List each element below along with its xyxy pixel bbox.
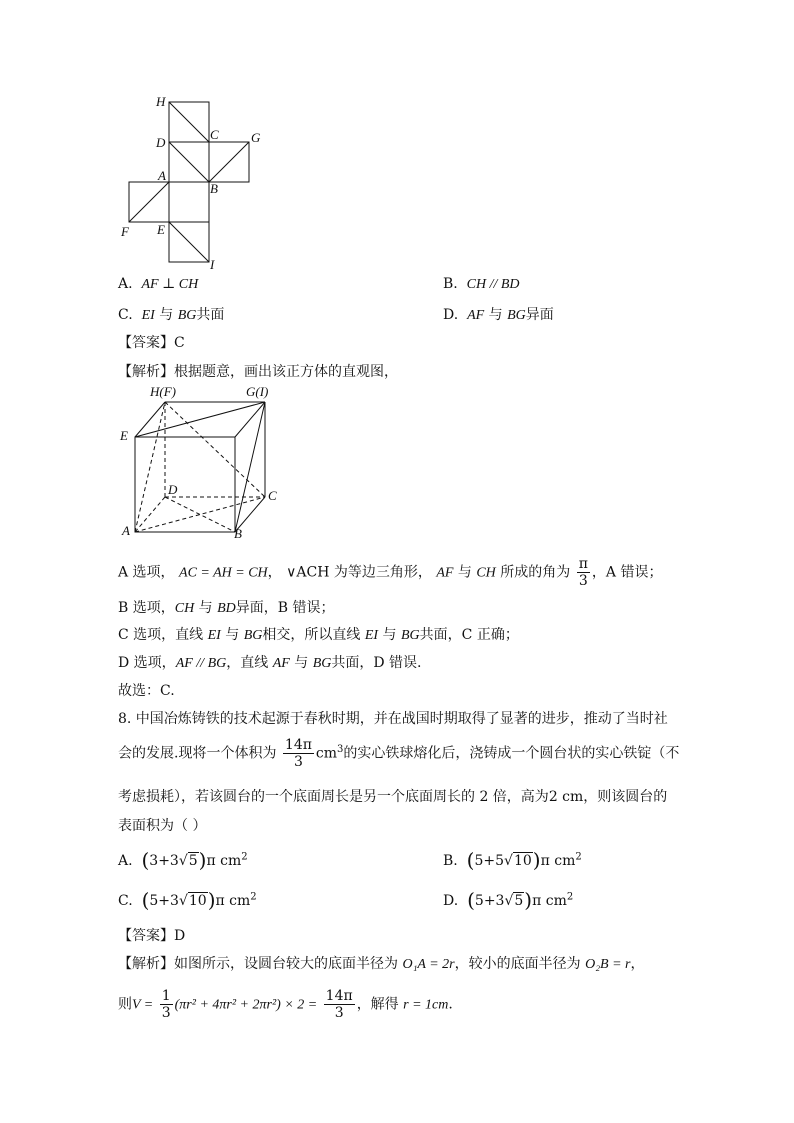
q8-option-a: A. (3+3√5)π $cm^2$	[118, 848, 248, 872]
net-label-G: G	[251, 130, 261, 145]
q7-option-b: B. CH // BD	[443, 276, 520, 292]
q7-option-d: D. AF 与 BG异面	[443, 307, 554, 323]
q7-analysis-a: A 选项， AC = AH = CH， ∨ACH 为等边三角形， AF 与 CH 所成的角为 $\frac{\pi}{3}$ ，A 错误；	[118, 556, 663, 589]
result-fraction: $\frac{14\pi}{3}$	[325, 988, 353, 1021]
q7-conclusion: 故选：C.	[118, 683, 175, 699]
q7-answer: 【答案】C	[118, 335, 185, 351]
q8-analysis-line2: 则V = $\frac{1}{3}$ (πr² + 4πr² + 2πr²) × 2 = $\frac{14\pi}{3}$ ，解得 r = 1cm.	[118, 988, 453, 1021]
net-label-D: D	[156, 135, 166, 150]
q8-stem-line4: 表面积为（ ）	[118, 818, 207, 834]
q7-analysis-b: B 选项，CH 与 BD异面，B 错误；	[118, 600, 335, 616]
q8-option-c: C. (5+3√10)π $cm^2$	[118, 888, 257, 912]
cube-net-figure	[110, 92, 280, 272]
q8-stem-line2: 会的发展.现将一个体积为 $\frac{14\pi}{3}$ $cm^3$的实心铁球熔化后，浇铸成一个圆台状的实心铁锭（不	[118, 737, 680, 770]
net-label-F: F	[121, 224, 129, 239]
cube-label-B: B	[234, 526, 242, 541]
cube-label-C: C	[268, 488, 277, 503]
q8-option-b: B. (5+5√10)π $cm^2$	[443, 848, 582, 872]
cube-label-E: E	[120, 428, 128, 443]
q7-option-c: C. EI 与 BG共面	[118, 307, 225, 323]
net-label-I: I	[210, 257, 215, 272]
angle-fraction: $\frac{\pi}{3}$	[578, 556, 588, 589]
volume-fraction: $\frac{14\pi}{3}$	[284, 737, 312, 770]
q7-analysis-c: C 选项，直线 EI 与 BG相交，所以直线 EI 与 BG共面，C 正确；	[118, 627, 519, 643]
cube-label-A: A	[122, 523, 130, 538]
q8-answer: 【答案】D	[118, 928, 186, 944]
q8-stem-line3: 考虑损耗），若该圆台的一个底面周长是另一个底面周长的 2 倍，高为2 cm，则该圆台的	[118, 789, 668, 805]
cube-perspective-figure	[110, 382, 290, 542]
cube-label-GI: G(I)	[246, 384, 269, 399]
q7-analysis-d: D 选项，AF // BG，直线 AF 与 BG共面，D 错误.	[118, 655, 422, 671]
net-label-E: E	[157, 222, 165, 237]
net-label-A: A	[158, 168, 166, 183]
cube-label-HF: H(F)	[150, 384, 176, 399]
q8-analysis-line1: 【解析】如图所示，设圆台较大的底面半径为 O₁A = 2r，较小的底面半径为 O₂B = r，	[118, 956, 645, 972]
q7-option-a: A. AF ⊥ CH	[118, 276, 199, 292]
one-third-fraction: $\frac{1}{3}$	[161, 988, 171, 1021]
q8-option-d: D. (5+3√5)π $cm^2$	[443, 888, 574, 912]
net-label-B: B	[210, 181, 218, 196]
net-label-H: H	[156, 94, 166, 109]
q8-stem-line1: 8. 中国冶炼铸铁的技术起源于春秋时期，并在战国时期取得了显著的进步，推动了当时社	[118, 711, 668, 727]
net-label-C: C	[210, 127, 219, 142]
cube-label-D: D	[168, 482, 178, 497]
q7-analysis-intro: 【解析】根据题意，画出该正方体的直观图，	[118, 364, 398, 380]
